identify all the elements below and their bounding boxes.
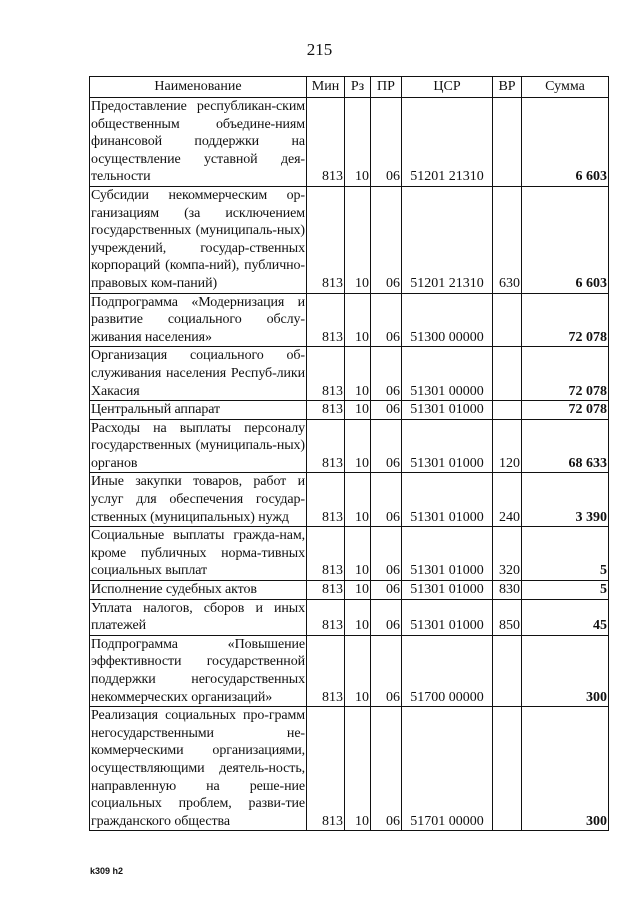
cell-min: 813 <box>307 581 345 600</box>
cell-pr: 06 <box>371 98 402 187</box>
cell-vr <box>493 98 522 187</box>
cell-rz: 10 <box>345 581 371 600</box>
cell-csr: 51201 21310 <box>402 186 493 293</box>
table-row <box>90 401 609 420</box>
cell-name: Расходы на выплаты персоналу государственных (муниципаль-ных) органов <box>90 419 307 473</box>
header-sum: Сумма <box>522 77 609 98</box>
cell-rz: 10 <box>345 401 371 420</box>
cell-pr: 06 <box>371 401 402 420</box>
cell-csr: 51300 00000 <box>402 293 493 347</box>
header-row <box>90 77 609 98</box>
cell-csr: 51301 01000 <box>402 473 493 527</box>
table-row <box>90 293 609 347</box>
cell-name: Подпрограмма «Повышение эффективности государственной поддержки негосударственных некоммерческих организаций» <box>90 635 307 706</box>
cell-vr <box>493 293 522 347</box>
cell-sum: 72 078 <box>522 293 609 347</box>
cell-min: 813 <box>307 401 345 420</box>
cell-rz: 10 <box>345 419 371 473</box>
cell-csr: 51301 01000 <box>402 419 493 473</box>
cell-min: 813 <box>307 599 345 635</box>
cell-pr: 06 <box>371 581 402 600</box>
cell-name: Исполнение судебных актов <box>90 581 307 600</box>
cell-sum: 72 078 <box>522 347 609 401</box>
header-rz: Рз <box>345 77 371 98</box>
table-row <box>90 473 609 527</box>
cell-csr: 51301 01000 <box>402 599 493 635</box>
cell-pr: 06 <box>371 635 402 706</box>
cell-pr: 06 <box>371 599 402 635</box>
cell-vr <box>493 635 522 706</box>
cell-name: Уплата налогов, сборов и иных платежей <box>90 599 307 635</box>
cell-name: Центральный аппарат <box>90 401 307 420</box>
cell-name: Иные закупки товаров, работ и услуг для обеспечения государ-ственных (муниципальных) нужд <box>90 473 307 527</box>
cell-rz: 10 <box>345 293 371 347</box>
cell-pr: 06 <box>371 347 402 401</box>
header-name: Наименование <box>90 77 307 98</box>
cell-sum: 5 <box>522 581 609 600</box>
cell-rz: 10 <box>345 599 371 635</box>
cell-vr: 630 <box>493 186 522 293</box>
cell-csr: 51301 01000 <box>402 581 493 600</box>
cell-csr: 51301 00000 <box>402 347 493 401</box>
cell-rz: 10 <box>345 186 371 293</box>
header-csr: ЦСР <box>402 77 493 98</box>
cell-min: 813 <box>307 186 345 293</box>
header-pr: ПР <box>371 77 402 98</box>
cell-csr: 51700 00000 <box>402 635 493 706</box>
cell-pr: 06 <box>371 419 402 473</box>
table-row <box>90 599 609 635</box>
cell-rz: 10 <box>345 98 371 187</box>
cell-sum: 5 <box>522 527 609 581</box>
cell-name: Субсидии некоммерческим ор-ганизациям (за исключением государственных (муниципаль-ных) учреждений, государ-ственных корпораций (компа-ний), публично-правовых ком-паний) <box>90 186 307 293</box>
table-body <box>90 98 609 831</box>
cell-min: 813 <box>307 347 345 401</box>
table-row <box>90 419 609 473</box>
cell-sum: 6 603 <box>522 98 609 187</box>
cell-vr <box>493 401 522 420</box>
table-row <box>90 527 609 581</box>
header-vr: ВР <box>493 77 522 98</box>
cell-min: 813 <box>307 98 345 187</box>
footer-code: k309 h2 <box>90 866 124 876</box>
table-row <box>90 707 609 831</box>
cell-name: Организация социального об-служивания населения Респуб-лики Хакасия <box>90 347 307 401</box>
cell-rz: 10 <box>345 347 371 401</box>
cell-csr: 51701 00000 <box>402 707 493 831</box>
cell-name: Социальные выплаты гражда-нам, кроме публичных норма-тивных социальных выплат <box>90 527 307 581</box>
cell-csr: 51301 01000 <box>402 401 493 420</box>
cell-rz: 10 <box>345 707 371 831</box>
cell-vr: 240 <box>493 473 522 527</box>
cell-name: Реализация социальных про-грамм негосударственными не-коммерческими организациями, осуществляющими деятель-ность, направленную на реше-ние социальных проблем, разви-тие гражданского общества <box>90 707 307 831</box>
cell-min: 813 <box>307 473 345 527</box>
cell-rz: 10 <box>345 473 371 527</box>
cell-sum: 6 603 <box>522 186 609 293</box>
budget-table <box>89 76 609 831</box>
cell-min: 813 <box>307 419 345 473</box>
cell-sum: 300 <box>522 707 609 831</box>
cell-vr <box>493 347 522 401</box>
cell-sum: 72 078 <box>522 401 609 420</box>
cell-pr: 06 <box>371 527 402 581</box>
cell-vr: 850 <box>493 599 522 635</box>
cell-min: 813 <box>307 635 345 706</box>
table-row <box>90 581 609 600</box>
table-row <box>90 186 609 293</box>
cell-sum: 3 390 <box>522 473 609 527</box>
cell-sum: 68 633 <box>522 419 609 473</box>
cell-name: Предоставление республикан-ским общественным объедине-ниям финансовой поддержки на осуществление уставной дея-тельности <box>90 98 307 187</box>
cell-pr: 06 <box>371 293 402 347</box>
cell-min: 813 <box>307 527 345 581</box>
cell-sum: 300 <box>522 635 609 706</box>
cell-pr: 06 <box>371 707 402 831</box>
cell-vr: 320 <box>493 527 522 581</box>
cell-csr: 51201 21310 <box>402 98 493 187</box>
cell-pr: 06 <box>371 186 402 293</box>
cell-pr: 06 <box>371 473 402 527</box>
cell-csr: 51301 01000 <box>402 527 493 581</box>
table-row <box>90 98 609 187</box>
table-row <box>90 347 609 401</box>
cell-vr <box>493 707 522 831</box>
cell-name: Подпрограмма «Модернизация и развитие социального обслу-живания населения» <box>90 293 307 347</box>
cell-rz: 10 <box>345 527 371 581</box>
cell-min: 813 <box>307 293 345 347</box>
cell-vr: 830 <box>493 581 522 600</box>
cell-sum: 45 <box>522 599 609 635</box>
page-number: 215 <box>306 40 333 59</box>
cell-min: 813 <box>307 707 345 831</box>
header-min: Мин <box>307 77 345 98</box>
table-row <box>90 635 609 706</box>
cell-rz: 10 <box>345 635 371 706</box>
cell-vr: 120 <box>493 419 522 473</box>
